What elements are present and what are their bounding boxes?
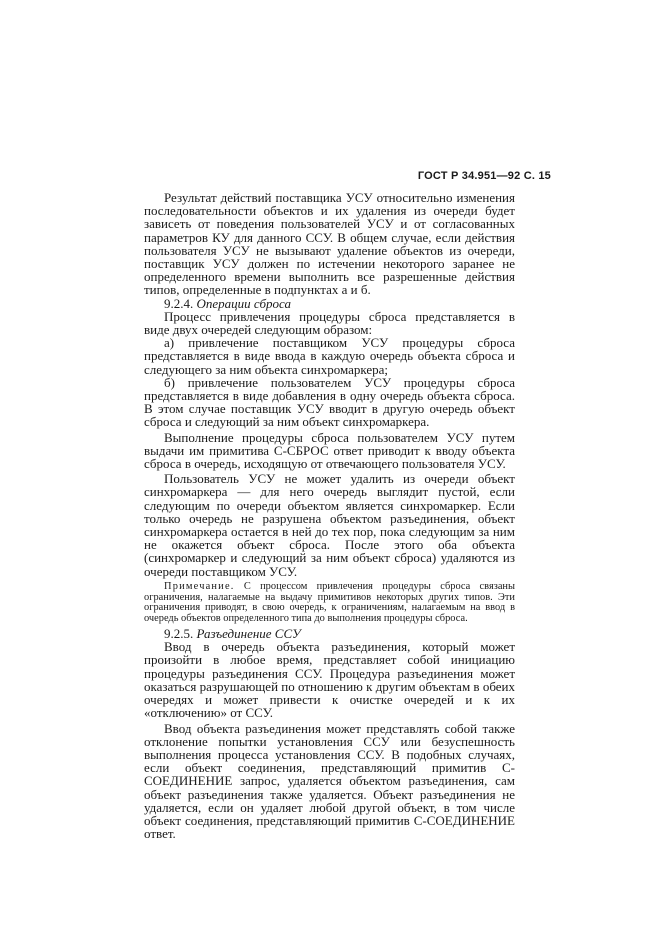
note-text: С процессом привлечения процедуры сброса связаны ограничения, налагаемые на выдачу примитивов некоторых других типов. Эти ограничения приводят, в свою очередь, к ограничениям, налагаемым на ввод в очередь объектов определенного типа до выполнения процедуры сброса. (144, 580, 515, 625)
note-label: Примечание. (164, 580, 235, 592)
paragraph-syncmarker: Пользователь УСУ не может удалить из очереди объект синхромаркера — для него очередь выглядит пустой, если следующим по очереди объектом является синхромаркер. Если только очередь не разрушена объектом разъединения, объект синхромаркера остается в ней до тех пор, пока следующим за ним не окажется объект сброса. После этого оба объекта (синхромаркер и следующий за ним объект сброса) удаляются из очереди поставщиком УСУ. (144, 471, 515, 579)
paragraph-reset-execution: Выполнение процедуры сброса пользователем УСУ путем выдачи им примитива С-СБРОС ответ приводит к вводу объекта сброса в очередь, исходящую от отвечающего пользователя УСУ. (144, 429, 515, 472)
document-body (144, 191, 515, 840)
section-heading-9-2-4 (144, 297, 515, 310)
section-title: Операции сброса (196, 295, 291, 311)
list-item-a: а) привлечение поставщиком УСУ процедуры сброса представляется в виде ввода в каждую очередь объекта сброса и следующего за ним объекта синхромаркера; (144, 335, 515, 377)
section-number: 9.2.4. (164, 295, 194, 311)
paragraph-result: Результат действий поставщика УСУ относительно изменения последовательности объектов и их удаления из очереди будет зависеть от поведения пользователей УСУ и от согласованных параметров КУ для данного ССУ. В общем случае, если действия пользователя УСУ не вызывают удаление объектов из очереди, поставщик УСУ должен по истечении некоторого заранее не определенного времени выполнить все разрешенные действия типов, определенные в подпунктах а и б. (144, 190, 515, 298)
paragraph-disconnect-object: Ввод объекта разъединения может представлять собой также отклонение попытки установления ССУ или безуспешность выполнения процесса установления ССУ. В подобных случаях, если объект соединения, представляющий примитив С-СОЕДИНЕНИЕ запрос, удаляется объектом разъединения, сам объект разъединения также удаляется. Объект разъединения не удаляется, если он удаляет любой другой объект, в том числе объект соединения, представляющий примитив С-СОЕДИНЕНИЕ ответ. (144, 720, 515, 842)
paragraph-disconnect-input: Ввод в очередь объекта разъединения, который может произойти в любое время, представляет собой инициацию процедуры разъединения ССУ. Процедура разъединения может оказаться разрушающей по отношению к другим объектам в обеих очередях и может привести к очистке очередей и к их «отключению» от ССУ. (144, 639, 515, 721)
page-header: ГОСТ Р 34.951—92 С. 15 (417, 170, 551, 182)
note (144, 582, 515, 625)
section-number: 9.2.5. (164, 626, 194, 642)
list-item-b: б) привлечение пользователем УСУ процедуры сброса представляется в виде добавления в одну очередь объекта сброса. В этом случае поставщик УСУ вводит в другую очередь объект сброса и следующий за ним объект синхромаркера. (144, 374, 515, 430)
paragraph-reset-process: Процесс привлечения процедуры сброса представляется в виде двух очередей следующим образом: (144, 308, 515, 338)
section-title: Разъединение ССУ (196, 626, 301, 642)
